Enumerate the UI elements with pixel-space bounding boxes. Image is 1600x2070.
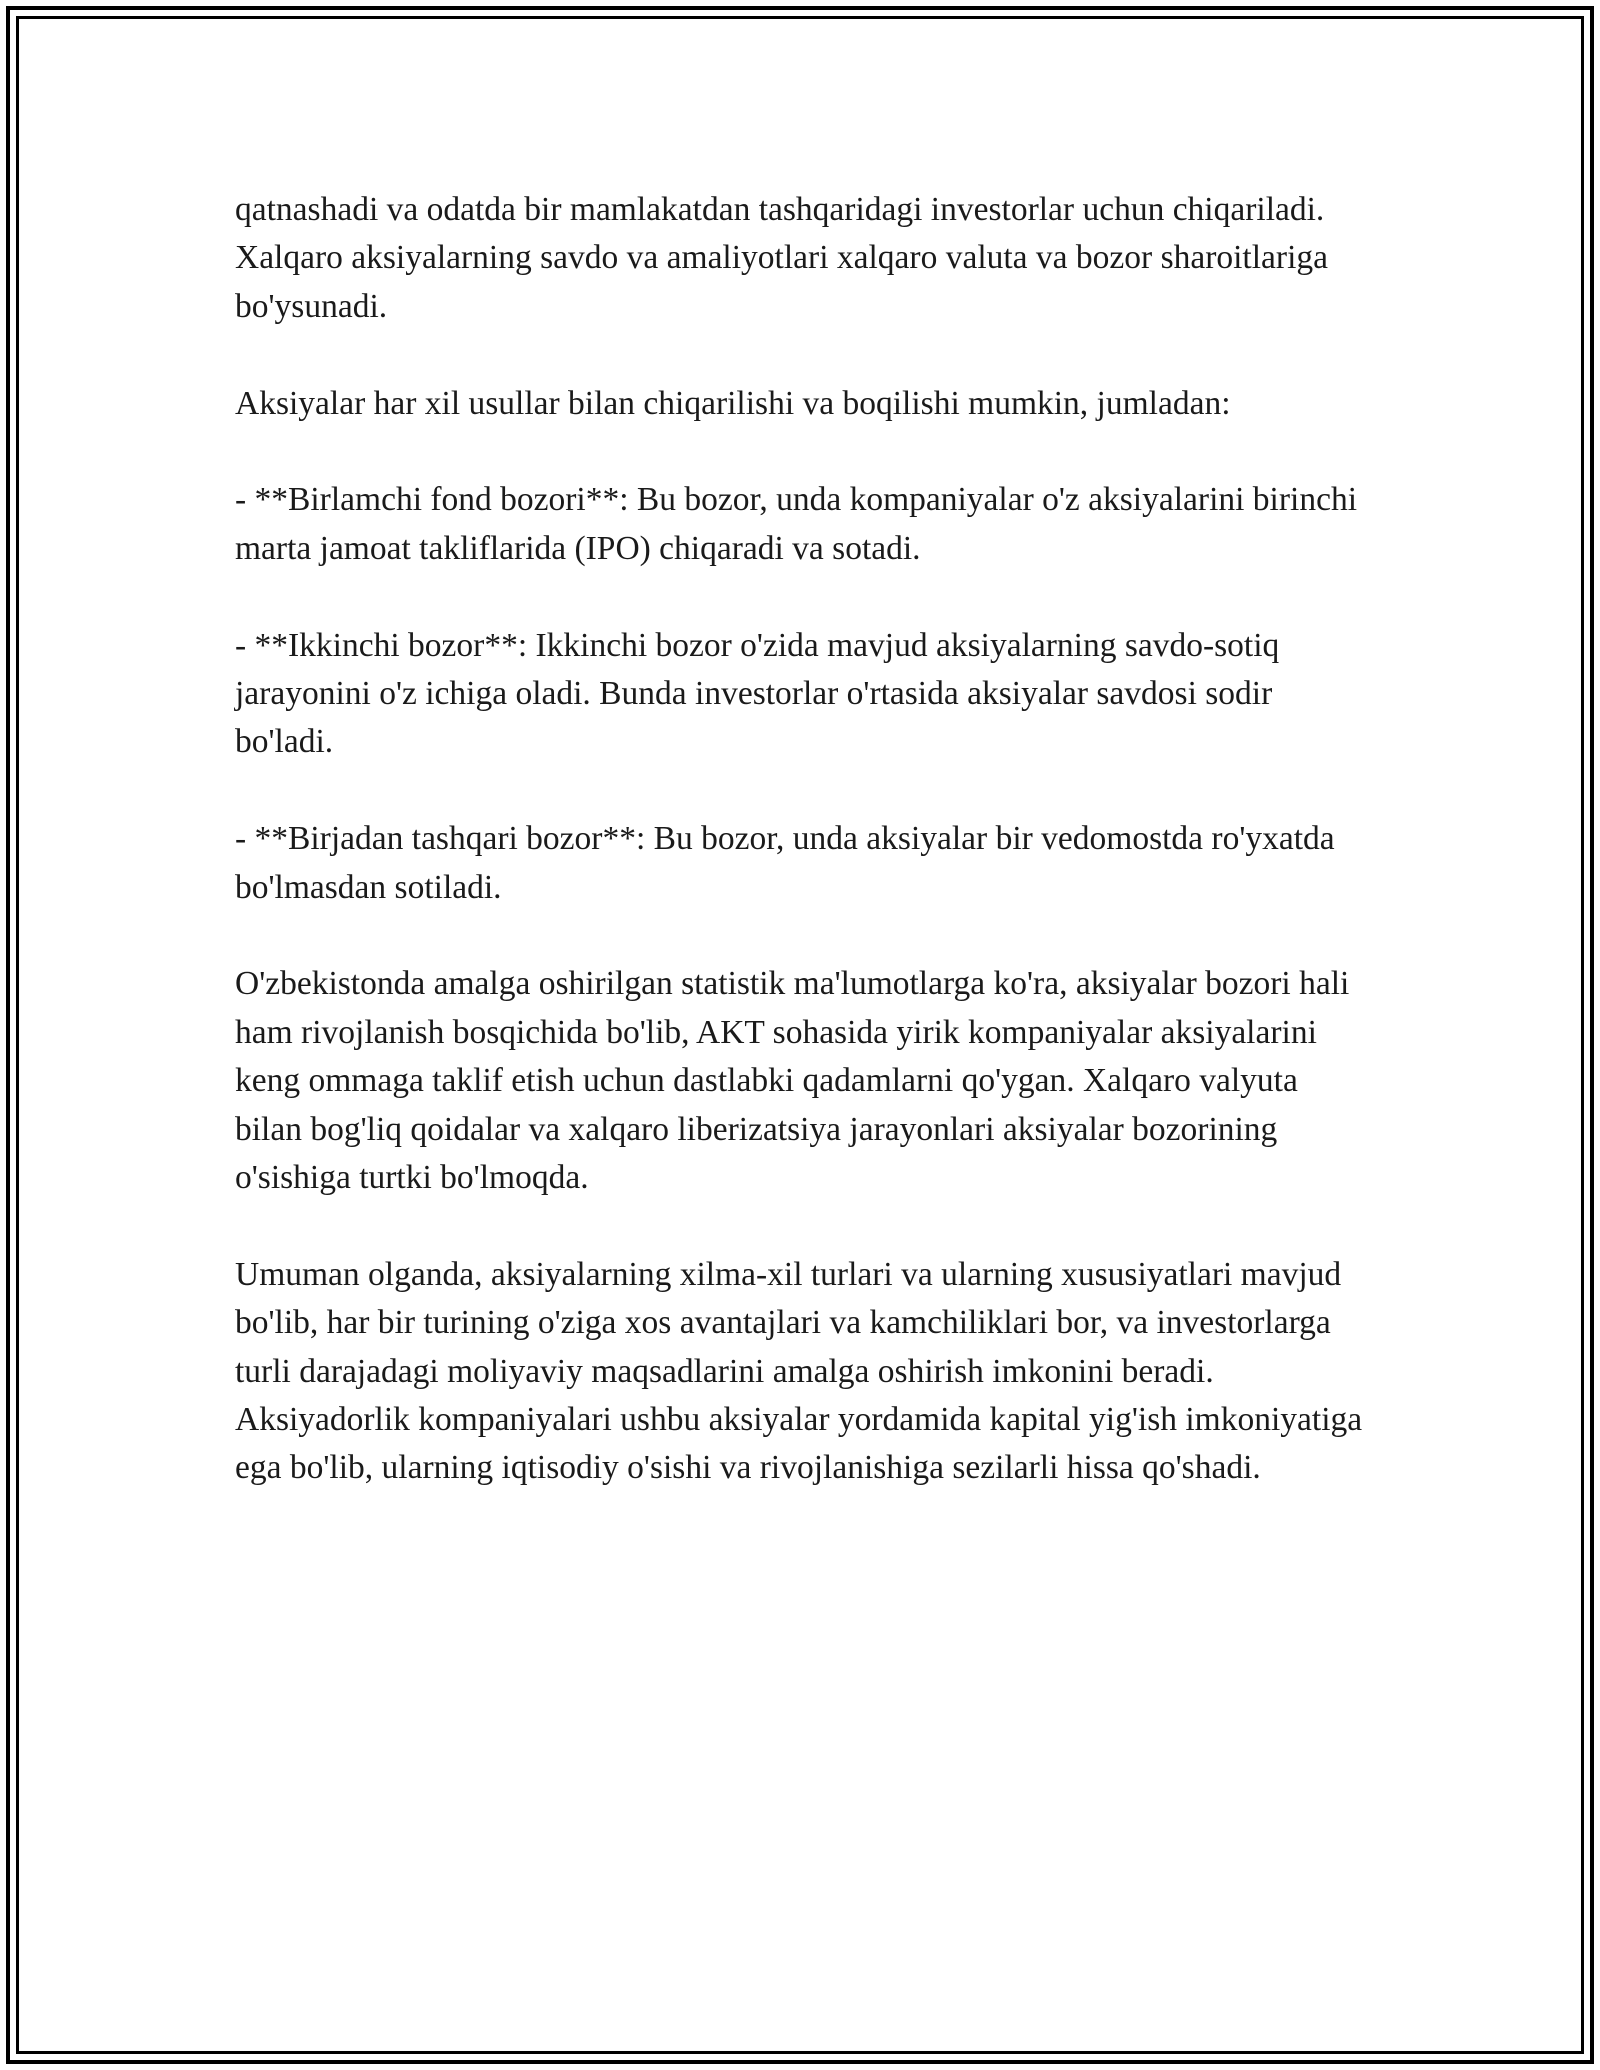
paragraph-conclusion: Umuman olganda, aksiyalarning xilma-xil turlari va ularning xususiyatlari mavjud bo'lib, har bir turining o'ziga xos avantajlari va kamchiliklari bor, va investorlarga turli darajadagi moliyaviy maqsadlarini amalga oshirish imkonini beradi. Aksiyadorlik kompaniyalari ushbu aksiyalar yordamida kapital yig'ish imkoniyatiga ega bo'lib, ularning iqtisodiy o'sishi va rivojlanishiga sezilarli hissa qo'shadi. xyxy=(235,1255,1363,1487)
paragraph-intro-continuation: qatnashadi va odatda bir mamlakatdan tashqaridagi investorlar uchun chiqariladi. Xalqaro aksiyalarning savdo va amaliyotlari xalqaro valuta va bozor sharoitlariga bo'ysunadi. xyxy=(235,191,1329,325)
paragraph-uzbekistan-statistics: O'zbekistonda amalga oshirilgan statistik ma'lumotlarga ko'ra, aksiyalar bozori hali ham rivojlanish bosqichida bo'lib, AKT sohasida yirik kompaniyalar aksiyalarini keng ommaga taklif etish uchun dastlabki qadamlarni qo'ygan. Xalqaro valyuta bilan bog'liq qoidalar va xalqaro liberizatsiya jarayonlari aksiyalar bozorining o'sishiga turtki bo'lmoqda. xyxy=(235,965,1350,1197)
list-item-secondary-market: - **Ikkinchi bozor**: Ikkinchi bozor o'zida mavjud aksiyalarning savdo-sotiq jarayonini o'z ichiga oladi. Bunda investorlar o'rtasida aksiyalar savdosi sodir bo'ladi. xyxy=(235,626,1280,761)
list-item-otc-market: - **Birjadan tashqari bozor**: Bu bozor, unda aksiyalar bir vedomostda ro'yxatda bo'lmasdan sotiladi. xyxy=(235,820,1335,906)
list-item-primary-market: - **Birlamchi fond bozori**: Bu bozor, unda kompaniyalar o'z aksiyalarini birinchi marta jamoat takliflarida (IPO) chiqaradi va sotadi. xyxy=(235,481,1358,567)
paragraph-issuance-methods: Aksiyalar har xil usullar bilan chiqarilishi va boqilishi mumkin, jumladan: xyxy=(235,384,1231,422)
document-body xyxy=(235,186,1365,1541)
